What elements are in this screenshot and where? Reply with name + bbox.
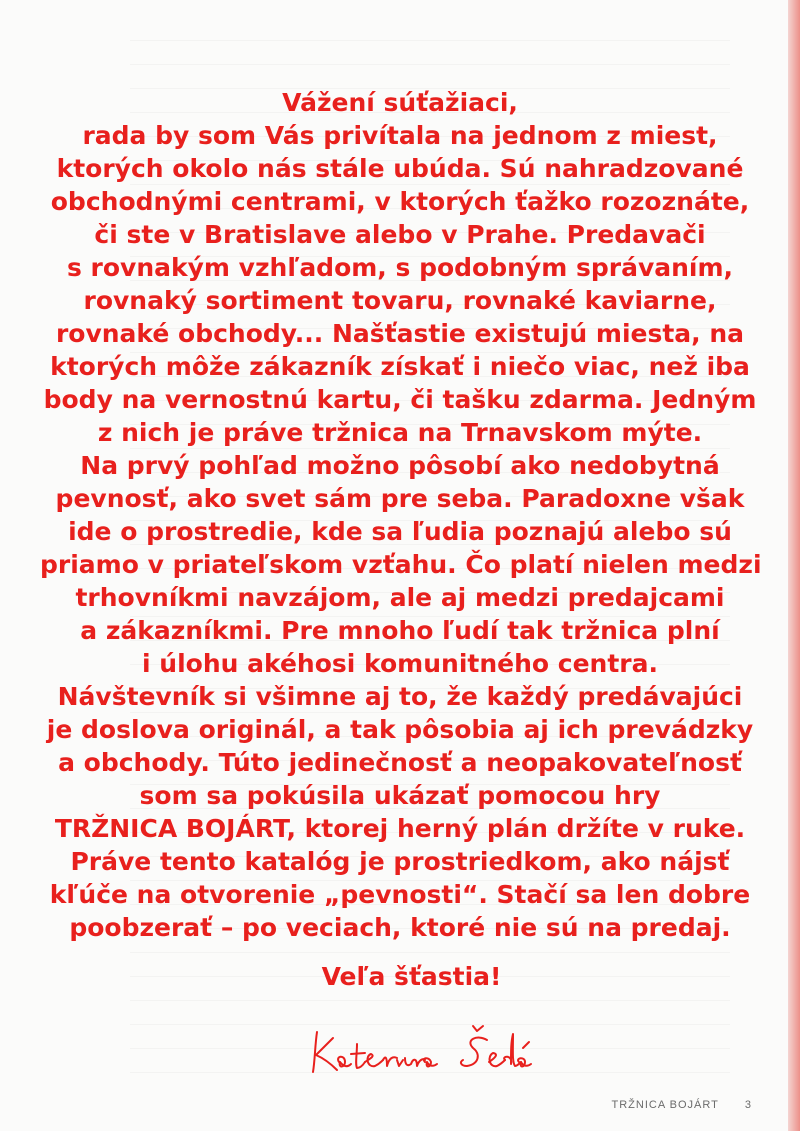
page-number: 3 <box>744 1099 752 1111</box>
handwritten-signature <box>305 1020 535 1080</box>
letter-line: s rovnakým vzhľadom, s podobným správaním, <box>66 253 734 282</box>
letter-line: z nich je práve tržnica na Trnavskom mýte. <box>97 418 703 447</box>
letter-line: rada by som Vás privítala na jednom z miest, <box>82 121 718 150</box>
letter-line: a obchody. Túto jedinečnosť a neopakovateľnosť <box>58 748 742 777</box>
letter-line: i úlohu akéhosi komunitného centra. <box>142 649 658 678</box>
letter-line: ktorých môže zákazník získať i niečo viac, než iba <box>50 352 750 381</box>
letter-line: poobzerať – po veciach, ktoré nie sú na predaj. <box>69 913 731 942</box>
letter-closing: Veľa šťastia! <box>321 962 502 991</box>
letter-line: kľúče na otvorenie „pevnosti“. Stačí sa len dobre <box>49 880 751 909</box>
letter-line: Práve tento katalóg je prostriedkom, ako nájsť <box>70 847 730 876</box>
letter-line: Na prvý pohľad možno pôsobí ako nedobytná <box>80 451 720 480</box>
letter-line: či ste v Bratislave alebo v Prahe. Predavači <box>94 220 706 249</box>
letter-line: Vážení súťažiaci, <box>282 88 518 117</box>
letter-line: pevnosť, ako svet sám pre seba. Paradoxne však <box>55 484 745 513</box>
letter-line: TRŽNICA BOJÁRT, ktorej herný plán držíte v ruke. <box>54 814 746 843</box>
letter-line: obchodnými centrami, v ktorých ťažko rozoznáte, <box>50 187 750 216</box>
page-footer <box>612 1099 753 1111</box>
letter-line: ide o prostredie, kde sa ľudia poznajú alebo sú <box>68 517 732 546</box>
letter-line: som sa pokúsila ukázať pomocou hry <box>139 781 661 810</box>
letter-line: ktorých okolo nás stále ubúda. Sú nahradzované <box>56 154 744 183</box>
letter-line: a zákazníkmi. Pre mnoho ľudí tak tržnica plní <box>80 616 720 645</box>
letter-line: priamo v priateľskom vzťahu. Čo platí nielen medzi <box>40 550 762 579</box>
letter-line: body na vernostnú kartu, či tašku zdarma. Jedným <box>43 385 757 414</box>
letter-line: Návštevník si všimne aj to, že každý predávajúci <box>57 682 743 711</box>
footer-title: TRŽNICA BOJÁRT <box>611 1099 719 1111</box>
letter-line: rovnaké obchody... Našťastie existujú miesta, na <box>55 319 745 348</box>
letter-line: je doslova originál, a tak pôsobia aj ich prevádzky <box>46 715 754 744</box>
letter-line: trhovníkmi navzájom, ale aj medzi predajcami <box>75 583 725 612</box>
letter-body <box>40 86 760 944</box>
next-page-edge <box>788 0 800 1131</box>
letter-line: rovnaký sortiment tovaru, rovnaké kaviarne, <box>83 286 717 315</box>
